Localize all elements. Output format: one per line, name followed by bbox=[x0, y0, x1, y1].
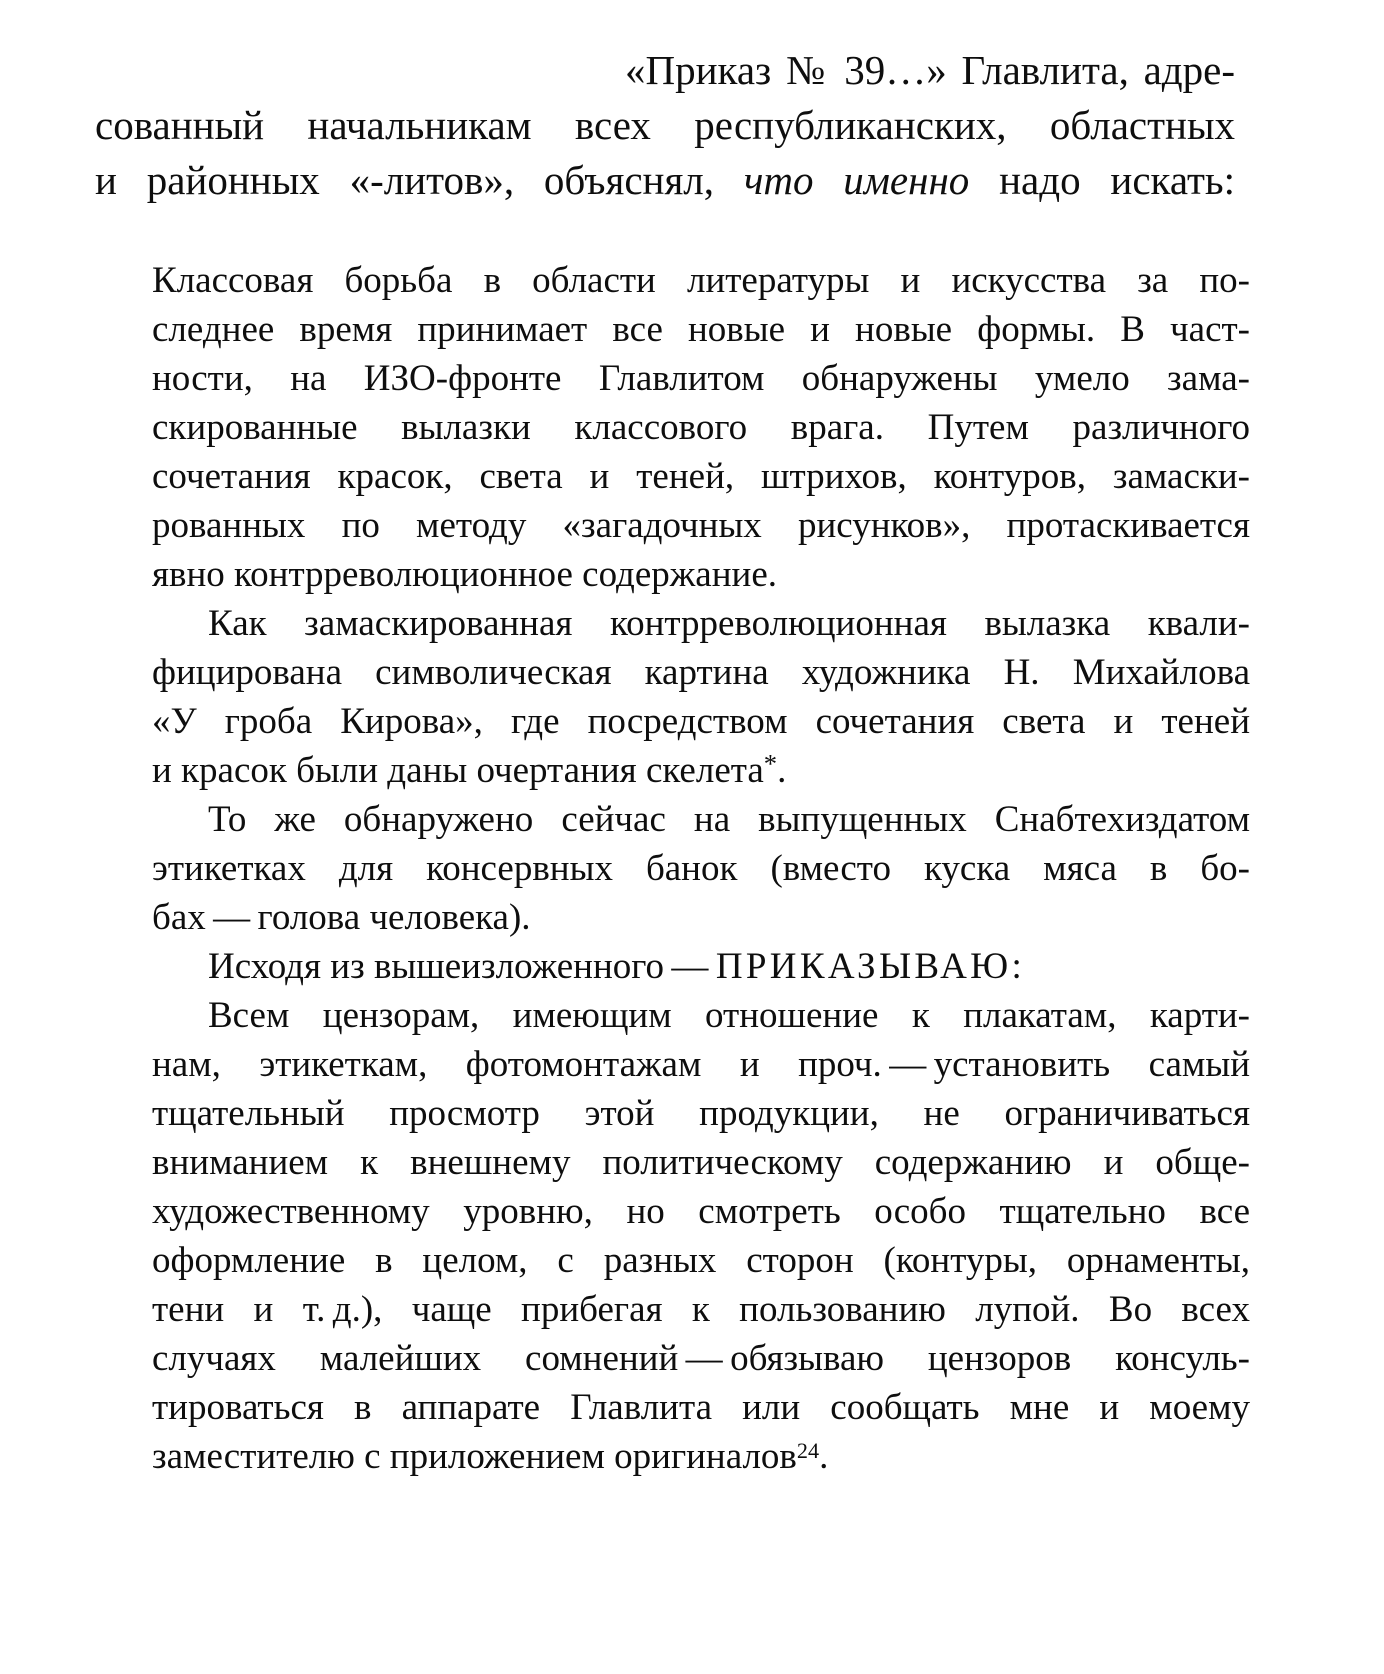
text-line: рованных по методу «загадочных рисунков», протаскивается bbox=[152, 505, 1250, 546]
quote-paragraph-5 bbox=[152, 991, 1250, 1481]
intro-paragraph bbox=[95, 43, 1235, 208]
text-line: следнее время принимает все новые и новые формы. В част- bbox=[152, 309, 1250, 350]
text-line: сочетания красок, света и теней, штрихов, контуров, замаски- bbox=[152, 456, 1250, 497]
footnote-star-marker: * bbox=[763, 748, 778, 779]
text-line: сованный начальникам всех республиканских, областных bbox=[95, 102, 1235, 148]
text-segment: надо искать: bbox=[969, 157, 1235, 203]
text-line: явно контрреволюционное содержание. bbox=[152, 554, 778, 595]
text-line bbox=[152, 746, 1250, 795]
quote-paragraph-4 bbox=[152, 942, 1250, 991]
quote-paragraph-1 bbox=[152, 256, 1250, 599]
text-line: тщательный просмотр этой продукции, не ограничиваться bbox=[152, 1093, 1250, 1134]
quote-paragraph-3 bbox=[152, 795, 1250, 942]
text-segment: Исходя из вышеизложенного — bbox=[208, 946, 716, 987]
text-line: вниманием к внешнему политическому содержанию и обще- bbox=[152, 1142, 1250, 1183]
text-line: «У гроба Кирова», где посредством сочетания света и теней bbox=[152, 701, 1250, 742]
quote-paragraph-2 bbox=[152, 599, 1250, 795]
text-line: бах — голова человека). bbox=[152, 897, 531, 938]
text-line: фицирована символическая картина художника Н. Михайлова bbox=[152, 652, 1250, 693]
text-line: тироваться в аппарате Главлита или сообщать мне и моему bbox=[152, 1387, 1250, 1428]
text-line: Всем цензорам, имеющим отношение к плакатам, карти- bbox=[208, 995, 1250, 1036]
text-line: Как замаскированная контрреволюционная вылазка квали- bbox=[208, 603, 1250, 644]
blockquote-order-text bbox=[152, 256, 1250, 1481]
text-line: тени и т. д.), чаще прибегая к пользованию лупой. Во всех bbox=[152, 1289, 1250, 1330]
text-line: художественному уровню, но смотреть особо тщательно все bbox=[152, 1191, 1250, 1232]
text-line: «Приказ № 39…» Главлита, адре- bbox=[625, 47, 1235, 93]
italic-emphasis: что именно bbox=[743, 157, 970, 203]
text-line bbox=[152, 942, 1250, 991]
text-line bbox=[95, 153, 1235, 208]
text-segment: и красок были даны очертания скелета bbox=[152, 750, 764, 791]
letterspaced-word: ПРИКАЗЫВАЮ bbox=[715, 946, 1012, 987]
text-segment: заместителю с приложением оригиналов bbox=[152, 1436, 797, 1477]
text-line: случаях малейших сомнений — обязываю цензоров консуль- bbox=[152, 1338, 1250, 1379]
text-line: ности, на ИЗО-фронте Главлитом обнаружены умело зама- bbox=[152, 358, 1250, 399]
text-segment: : bbox=[1011, 946, 1022, 987]
text-line: То же обнаружено сейчас на выпущенных Снабтехиздатом bbox=[208, 799, 1250, 840]
text-line: оформление в целом, с разных сторон (контуры, орнаменты, bbox=[152, 1240, 1250, 1281]
text-line bbox=[152, 1432, 1250, 1481]
text-segment: и районных «-литов», объяснял, bbox=[95, 157, 744, 203]
text-line: этикетках для консервных банок (вместо куска мяса в бо- bbox=[152, 848, 1250, 889]
text-line: скированные вылазки классового врага. Путем различного bbox=[152, 407, 1250, 448]
text-line: нам, этикеткам, фотомонтажам и проч. — установить самый bbox=[152, 1044, 1250, 1085]
footnote-number-24: 24 bbox=[796, 1438, 820, 1464]
text-segment: . bbox=[777, 750, 787, 791]
text-segment: . bbox=[819, 1436, 829, 1477]
text-line: Классовая борьба в области литературы и искусства за по- bbox=[152, 260, 1250, 301]
